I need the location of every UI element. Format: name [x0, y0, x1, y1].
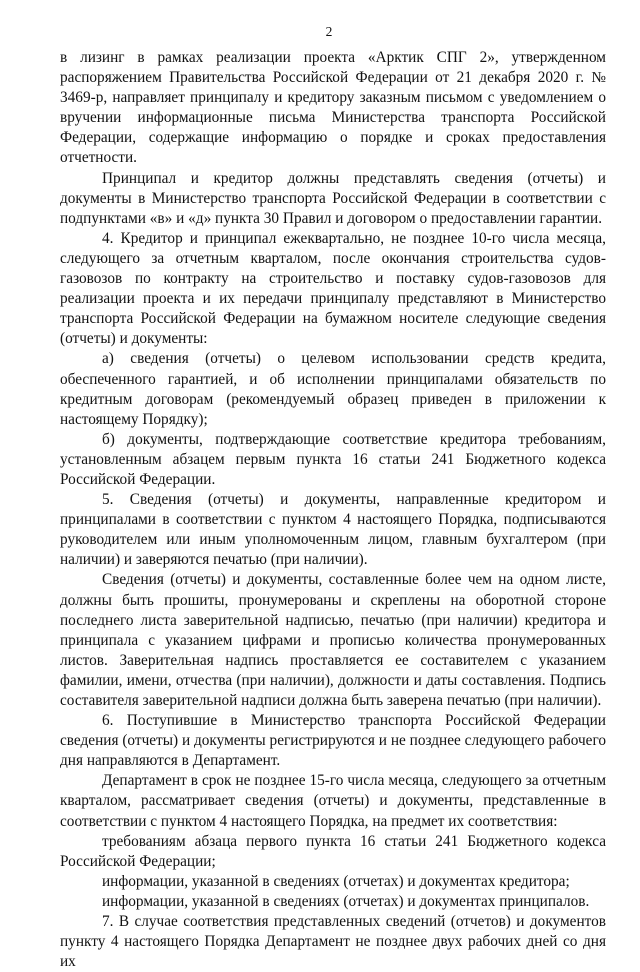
paragraph: информации, указанной в сведениях (отчетах) и документах принципалов. — [102, 892, 590, 910]
paragraph: информации, указанной в сведениях (отчетах) и документах кредитора; — [102, 872, 570, 890]
paragraph: б) документы, подтверждающие соответствие кредитора требованиям, установленным абзацем первым пункта 16 статьи 241 Бюджетного кодекса Российской Федерации. — [60, 430, 606, 488]
paragraph: Сведения (отчеты) и документы, составленные более чем на одном листе, должны быть прошиты, пронумерованы и скреплены на оборотной стороне последнего листа заверительной надписью, печатью (при наличии) кредитора и принципала с указанием цифрами и прописью количества пронумерованных листов. Заверительная надпись проставляется ее составителем с указанием фамилии, имени, отчества (при наличии), должности и даты составления. Подпись составителя заверительной надписи должна быть заверена печатью (при наличии). — [60, 571, 606, 709]
paragraph: 5. Сведения (отчеты) и документы, направленные кредитором и принципалами в соответствии с пунктом 4 настоящего Порядка, подписываются руководителем или иным уполномоченным лицом, главным бухгалтером (при наличии) и заверяются печатью (при наличии). — [60, 491, 606, 569]
paragraph: Принципал и кредитор должны представлять сведения (отчеты) и документы в Министерство транспорта Российской Федерации в соответствии с подпунктами «в» и «д» пункта 30 Правил и договором о предоставлении гарантии. — [60, 169, 606, 227]
paragraph: Департамент в срок не позднее 15-го числа месяца, следующего за отчетным кварталом, рассматривает сведения (отчеты) и документы, представленные в соответствии с пунктом 4 настоящего Порядка, на предмет их соответствия: — [60, 772, 606, 830]
paragraph: в лизинг в рамках реализации проекта «Арктик СПГ 2», утвержденном распоряжением Правительства Российской Федерации от 21 декабря 2020 г. № 3469-р, направляет принципалу и кредитору заказным письмом с уведомлением о вручении информационные письма Министерства транспорта Российской Федерации, содержащие информацию о порядке и сроках предоставления отчетности. — [60, 49, 606, 167]
paragraph: а) сведения (отчеты) о целевом использовании средств кредита, обеспеченного гарантией, и об исполнении принципалами обязательств по кредитным договорам (рекомендуемый образец приведен в приложении к настоящему Порядку); — [60, 350, 606, 428]
document-body — [60, 48, 606, 972]
paragraph: 6. Поступившие в Министерство транспорта Российской Федерации сведения (отчеты) и документы регистрируются и не позднее следующего рабочего дня направляются в Департамент. — [60, 712, 606, 770]
paragraph: требованиям абзаца первого пункта 16 статьи 241 Бюджетного кодекса Российской Федерации; — [60, 832, 606, 870]
page-number: 2 — [325, 24, 333, 39]
paragraph: 7. В случае соответствия представленных сведений (отчетов) и документов пункту 4 настоящего Порядка Департамент не позднее двух рабочих дней со дня их — [60, 913, 606, 971]
paragraph: 4. Кредитор и принципал ежеквартально, не позднее 10-го числа месяца, следующего за отчетным кварталом, после окончания строительства судов-газовозов по контракту на строительство и поставку судов-газовозов для реализации проекта и их передачи принципалу представляют в Министерство транспорта Российской Федерации на бумажном носителе следующие сведения (отчеты) и документы: — [60, 229, 606, 348]
